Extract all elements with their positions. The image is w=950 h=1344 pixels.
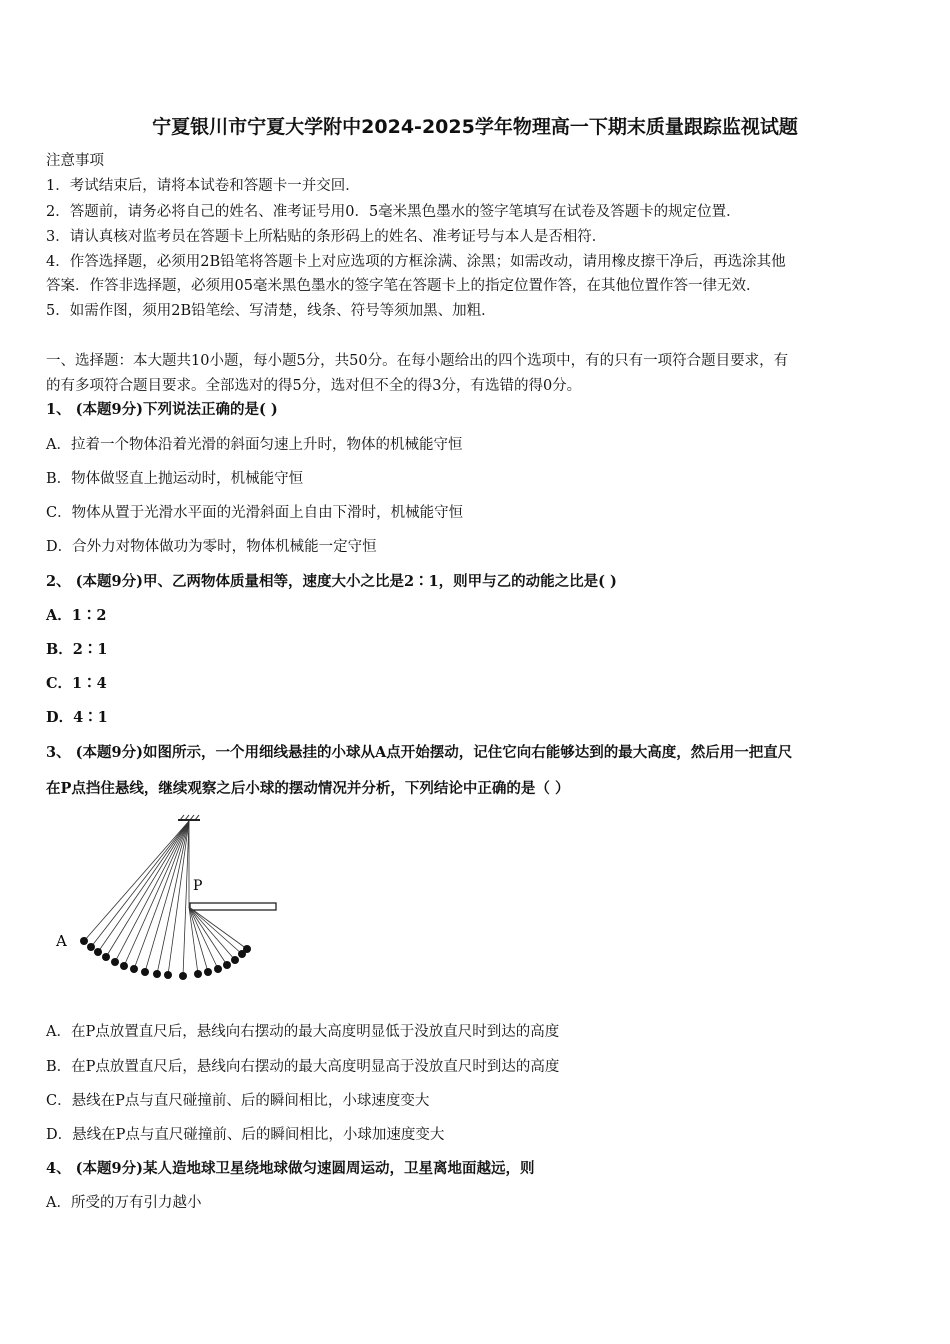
pendulum-ball (111, 958, 119, 966)
pendulum-ball (130, 965, 138, 973)
q3-option-a: A．在P点放置直尺后，悬线向右摆动的最大高度明显低于没放直尺时到达的高度 (46, 1024, 560, 1040)
pendulum-ball (204, 968, 212, 976)
pendulum-ball (231, 956, 239, 964)
section-intro: 的有多项符合题目要求。全部选对的得5分，选对但不全的得3分，有选错的得0分。 (46, 378, 582, 394)
question-2-stem: 2、 (本题9分)甲、乙两物体质量相等，速度大小之比是2∶1，则甲与乙的动能之比是( ) (46, 573, 617, 590)
q1-option-a: A．拉着一个物体沿着光滑的斜面匀速上升时，物体的机械能守恒 (46, 437, 463, 453)
q2-option-a: A．1∶2 (46, 607, 107, 624)
pendulum-string (189, 907, 235, 960)
pendulum-string (189, 907, 247, 949)
q3-option-c: C．悬线在P点与直尺碰撞前、后的瞬间相比，小球速度变大 (46, 1093, 430, 1109)
pendulum-string (84, 821, 189, 941)
section-intro: 一、选择题：本大题共10小题，每小题5分，共50分。在每小题给出的四个选项中，有的只有一项符合题目要求，有 (46, 353, 789, 369)
notice-item: 3．请认真核对监考员在答题卡上所粘贴的条形码上的姓名、准考证号与本人是否相符． (46, 229, 607, 245)
question-3-stem: 3、 (本题9分)如图所示，一个用细线悬挂的小球从A点开始摆动，记住它向右能够达到的最大高度，然后用一把直尺 (46, 744, 793, 761)
notice-heading: 注意事项 (46, 153, 104, 169)
pendulum-string (134, 821, 189, 969)
q3-option-d: D．悬线在P点与直尺碰撞前、后的瞬间相比，小球加速度变大 (46, 1127, 445, 1143)
figure-label-a: A (56, 932, 67, 950)
notice-item: 5．如需作图，须用2B铅笔绘、写清楚，线条、符号等须加黑、加粗． (46, 303, 496, 319)
pendulum-ball (164, 971, 172, 979)
pendulum-ball (80, 937, 88, 945)
figure-label-p: P (193, 878, 203, 894)
q4-option-a: A．所受的万有引力越小 (46, 1195, 202, 1211)
pendulum-string (115, 821, 189, 962)
page-title: 宁夏银川市宁夏大学附中2024-2025学年物理高一下期末质量跟踪监视试题 (152, 116, 798, 138)
pendulum-string (189, 907, 208, 972)
notice-item: 答案．作答非选择题，必须用05毫米黑色墨水的签字笔在答题卡上的指定位置作答，在其他位置作答一律无效． (46, 278, 761, 294)
pendulum-ball (179, 972, 187, 980)
pendulum-ball (214, 965, 222, 973)
pendulum-string (145, 821, 189, 972)
q2-option-c: C．1∶4 (46, 675, 107, 692)
pendulum-ball (120, 962, 128, 970)
notice-item: 4．作答选择题，必须用2B铅笔将答题卡上对应选项的方框涂满、涂黑；如需改动，请用橡皮擦干净后，再选涂其他 (46, 254, 786, 270)
question-3-stem: 在P点挡住悬线，继续观察之后小球的摆动情况并分析，下列结论中正确的是（ ） (46, 780, 570, 797)
q1-option-c: C．物体从置于光滑水平面的光滑斜面上自由下滑时，机械能守恒 (46, 505, 464, 521)
pendulum-ball (194, 970, 202, 978)
pendulum-ball (94, 948, 102, 956)
pendulum-ball (102, 953, 110, 961)
q3-option-b: B．在P点放置直尺后，悬线向右摆动的最大高度明显高于没放直尺时到达的高度 (46, 1059, 560, 1075)
notice-item: 1．考试结束后，请将本试卷和答题卡一并交回． (46, 178, 360, 194)
pendulum-ball (153, 970, 161, 978)
q2-option-b: B．2∶1 (46, 641, 108, 658)
q1-option-d: D．合外力对物体做功为零时，物体机械能一定守恒 (46, 539, 377, 555)
pendulum-figure (48, 812, 288, 1002)
notice-item: 2．答题前，请务必将自己的姓名、准考证号用0．5毫米黑色墨水的签字笔填写在试卷及答题卡的规定位置． (46, 204, 741, 220)
question-4-stem: 4、 (本题9分)某人造地球卫星绕地球做匀速圆周运动，卫星离地面越远，则 (46, 1160, 535, 1177)
q1-option-b: B．物体做竖直上抛运动时，机械能守恒 (46, 471, 304, 487)
pendulum-ball (87, 943, 95, 951)
question-1-stem: 1、 (本题9分)下列说法正确的是( ) (46, 401, 278, 418)
pendulum-ball (141, 968, 149, 976)
pendulum-ball (223, 961, 231, 969)
pendulum-ball (243, 945, 251, 953)
pendulum-string (106, 821, 189, 957)
q2-option-d: D．4∶1 (46, 709, 108, 726)
